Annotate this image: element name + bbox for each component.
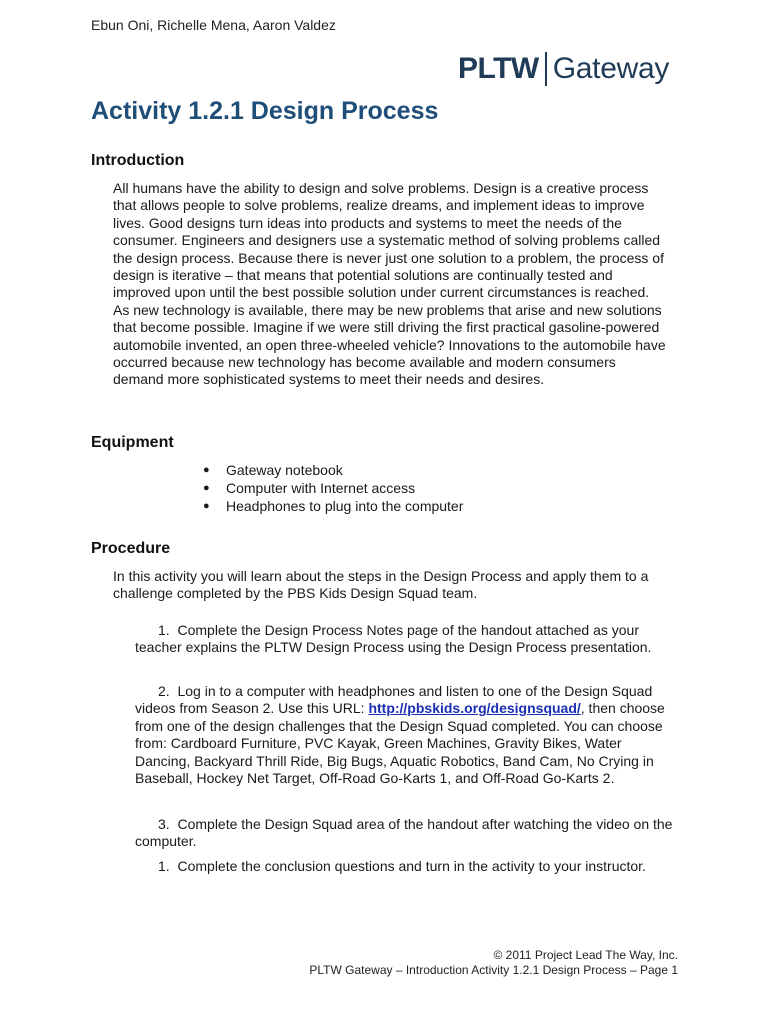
equipment-list <box>200 461 463 515</box>
list-item: ● Headphones to plug into the computer <box>203 498 464 514</box>
step-number: 1. <box>158 622 170 638</box>
equipment-heading: Equipment <box>91 434 174 451</box>
step-number: 2. <box>158 683 170 699</box>
step-text: Complete the Design Squad area of the handout after watching the video on the computer. <box>135 816 673 850</box>
authors-line: Ebun Oni, Richelle Mena, Aaron Valdez <box>91 17 336 33</box>
step-text: Complete the Design Process Notes page of the handout attached as your teacher explains the PLTW Design Process using the Design Process presentation. <box>135 622 652 656</box>
logo-brand: PLTW <box>458 52 539 85</box>
procedure-step-1 <box>135 622 680 657</box>
procedure-step-2 <box>135 683 680 787</box>
footer-copyright: © 2011 Project Lead The Way, Inc. <box>493 948 678 962</box>
introduction-heading: Introduction <box>91 152 185 169</box>
list-item: ● Computer with Internet access <box>203 480 416 496</box>
step-number: 1. <box>158 858 170 874</box>
step-text-after: , then choose from one of the design challenges that the Design Squad completed. You can choose from: Cardboard Furniture, PVC Kayak, Green Machines, Gravity Bikes, Water Dancing, Backyard Thrill Ride, Big Bugs, Aquatic Robotics, Band Cam, No Crying in Baseball, Hockey Net Target, Off-Road Go-Karts 1, and Off-Road Go-Karts 2. <box>135 700 665 787</box>
logo-divider <box>545 52 547 86</box>
bullet-icon: ● <box>203 482 210 494</box>
bullet-icon: ● <box>203 500 210 512</box>
procedure-heading: Procedure <box>91 540 171 557</box>
design-squad-link[interactable]: http://pbskids.org/designsquad/ <box>368 700 581 717</box>
procedure-intro: In this activity you will learn about the steps in the Design Process and apply them to a challenge completed by the PBS Kids Design Squad team. <box>113 568 649 602</box>
procedure-step-4 <box>135 858 680 875</box>
bullet-icon: ● <box>203 464 210 476</box>
introduction-text: All humans have the ability to design and solve problems. Design is a creative process that allows people to solve problems, realize dreams, and implement ideas to improve lives. Good designs turn ideas into products and systems to meet the needs of the consumer. Engineers and designers use a systematic method of solving problems called the design process. Because there is never just one solution to a problem, the process of design is iterative – that means that potential solutions are continually tested and improved upon until the best possible solution under current circumstances is reached. As new technology is available, there may be new problems that arise and new solutions that become possible. Imagine if we were still driving the first practical gasoline-powered automobile invented, an open three-wheeled vehicle? Innovations to the automobile have occurred because new technology has become available and modern consumers demand more sophisticated systems to meet their needs and desires. <box>113 180 666 388</box>
step-text: Complete the conclusion questions and turn in the activity to your instructor. <box>177 858 646 874</box>
logo-sub: Gateway <box>552 52 670 85</box>
pltw-gateway-logo <box>458 52 669 86</box>
step-number: 3. <box>158 816 170 832</box>
list-item: ● Gateway notebook <box>203 462 343 478</box>
footer-page-info: PLTW Gateway – Introduction Activity 1.2.1 Design Process – Page 1 <box>309 963 678 977</box>
step-text-before: Log in to a computer with headphones and listen to one of the Design Squad videos from Season 2. Use this URL: <box>135 683 653 717</box>
procedure-step-3 <box>135 816 680 851</box>
page-title: Activity 1.2.1 Design Process <box>91 97 439 125</box>
